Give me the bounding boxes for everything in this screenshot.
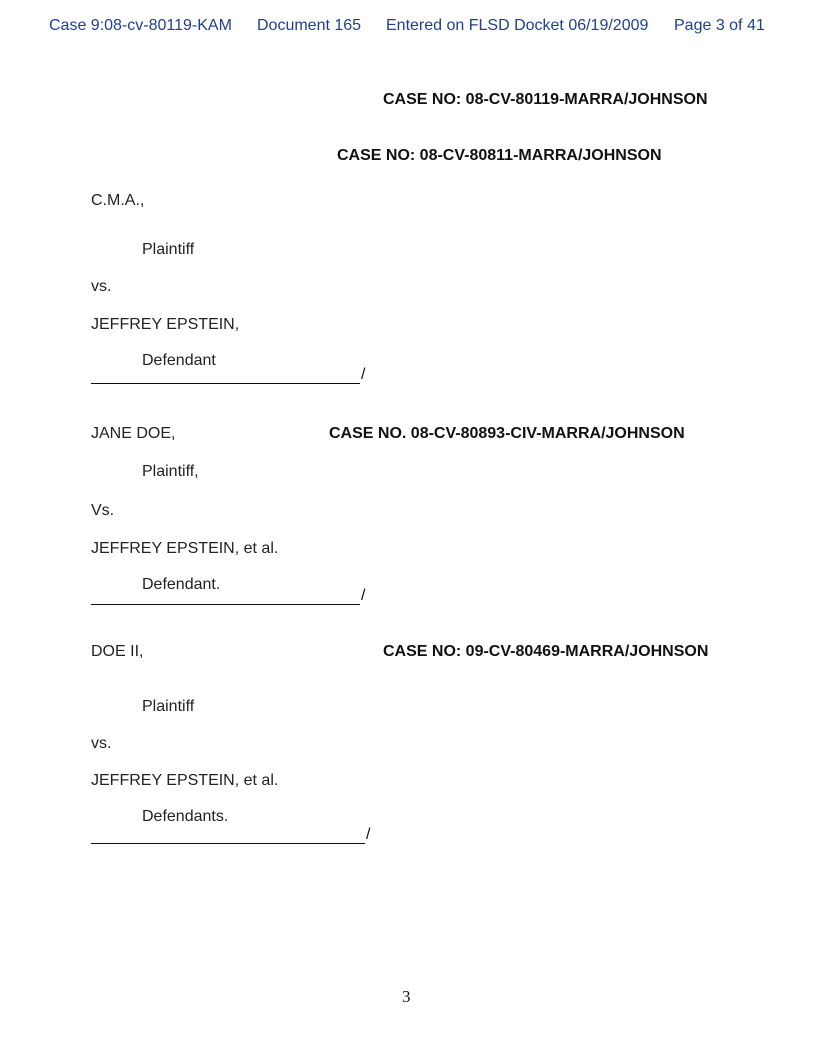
party-name-3: DOE II, bbox=[91, 643, 144, 660]
versus-1: vs. bbox=[91, 278, 112, 295]
party-name-2: JANE DOE, bbox=[91, 425, 176, 442]
opponent-role-2: Defendant. bbox=[142, 576, 221, 593]
caption-rule-3 bbox=[91, 843, 365, 844]
party-role-3: Plaintiff bbox=[142, 698, 195, 715]
party-name-1: C.M.A., bbox=[91, 192, 145, 209]
header-document-number: Document 165 bbox=[257, 17, 362, 34]
opponent-name-2: JEFFREY EPSTEIN, et al. bbox=[91, 540, 279, 557]
case-number-2: CASE NO: 08-CV-80811-MARRA/JOHNSON bbox=[337, 147, 662, 164]
party-role-1: Plaintiff bbox=[142, 241, 195, 258]
caption-rule-2 bbox=[91, 604, 360, 605]
opponent-name-1: JEFFREY EPSTEIN, bbox=[91, 316, 240, 333]
case-number-3: CASE NO. 08-CV-80893-CIV-MARRA/JOHNSON bbox=[329, 425, 685, 442]
opponent-role-3: Defendants. bbox=[142, 808, 229, 825]
case-number-1: CASE NO: 08-CV-80119-MARRA/JOHNSON bbox=[383, 91, 708, 108]
caption-slash-2: / bbox=[361, 587, 366, 604]
opponent-role-1: Defendant bbox=[142, 352, 216, 369]
party-role-2: Plaintiff, bbox=[142, 463, 199, 480]
versus-3: vs. bbox=[91, 735, 112, 752]
caption-slash-1: / bbox=[361, 366, 366, 383]
header-entered-date: Entered on FLSD Docket 06/19/2009 bbox=[386, 17, 649, 34]
case-number-4: CASE NO: 09-CV-80469-MARRA/JOHNSON bbox=[383, 643, 709, 660]
caption-slash-3: / bbox=[366, 826, 371, 843]
header-case-number: Case 9:08-cv-80119-KAM bbox=[49, 17, 232, 34]
versus-2: Vs. bbox=[91, 502, 115, 519]
caption-rule-1 bbox=[91, 383, 360, 384]
page-number: 3 bbox=[402, 987, 411, 1006]
header-page-count: Page 3 of 41 bbox=[674, 17, 765, 34]
opponent-name-3: JEFFREY EPSTEIN, et al. bbox=[91, 772, 279, 789]
